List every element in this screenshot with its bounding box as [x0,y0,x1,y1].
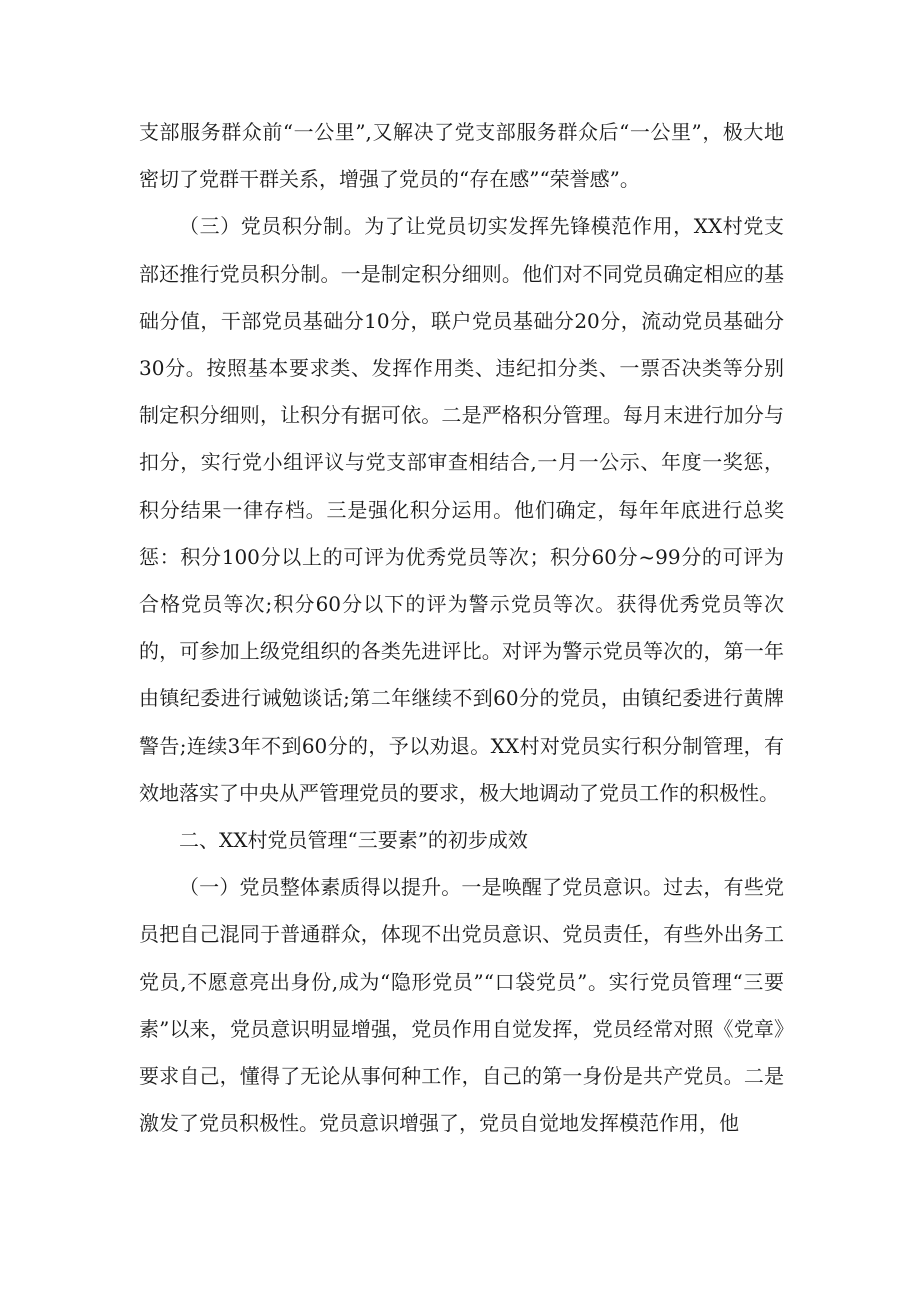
section-heading: 二、XX村党员管理“三要素”的初步成效 [179,828,528,853]
paragraph-1: 支部服务群众前“一公里”,又解决了党支部服务群众后“一公里”，极大地密切了党群干群关系，增强了党员的“存在感”“荣誉感”。 [139,120,784,192]
paragraph-2: （三）党员积分制。为了让党员切实发挥先锋模范作用，XX村党支部还推行党员积分制。一是制定积分细则。他们对不同党员确定相应的基础分值，干部党员基础分10分，联户党员基础分20分，流动党员基础分30分。按照基本要求类、发挥作用类、违纪扣分类、一票否决类等分别制定积分细则，让积分有据可依。二是严格积分管理。每月末进行加分与扣分，实行党小组评议与党支部审查相结合,一月一公示、年度一奖惩，积分结果一律存档。三是强化积分运用。他们确定，每年年底进行总奖惩：积分100分以上的可评为优秀党员等次；积分60分~99分的可评为合格党员等次;积分60分以下的评为警示党员等次。获得优秀党员等次的，可参加上级党组织的各类先进评比。对评为警示党员等次的，第一年由镇纪委进行诫勉谈话;第二年继续不到60分的党员，由镇纪委进行黄牌警告;连续3年不到60分的，予以劝退。XX村对党员实行积分制管理，有效地落实了中央从严管理党员的要求，极大地调动了党员工作的积极性。 [139,214,784,805]
document-body [139,109,784,1147]
paragraph-3: （一）党员整体素质得以提升。一是唤醒了党员意识。过去，有些党员把自己混同于普通群众，体现不出党员意识、党员责任，有些外出务工党员,不愿意亮出身份,成为“隐形党员”“口袋党员”。实行党员管理“三要素”以来，党员意识明显增强，党员作用自觉发挥，党员经常对照《党章》要求自己，懂得了无论从事何种工作，自己的第一身份是共产党员。二是激发了党员积极性。党员意识增强了，党员自觉地发挥模范作用，他 [139,875,784,1136]
